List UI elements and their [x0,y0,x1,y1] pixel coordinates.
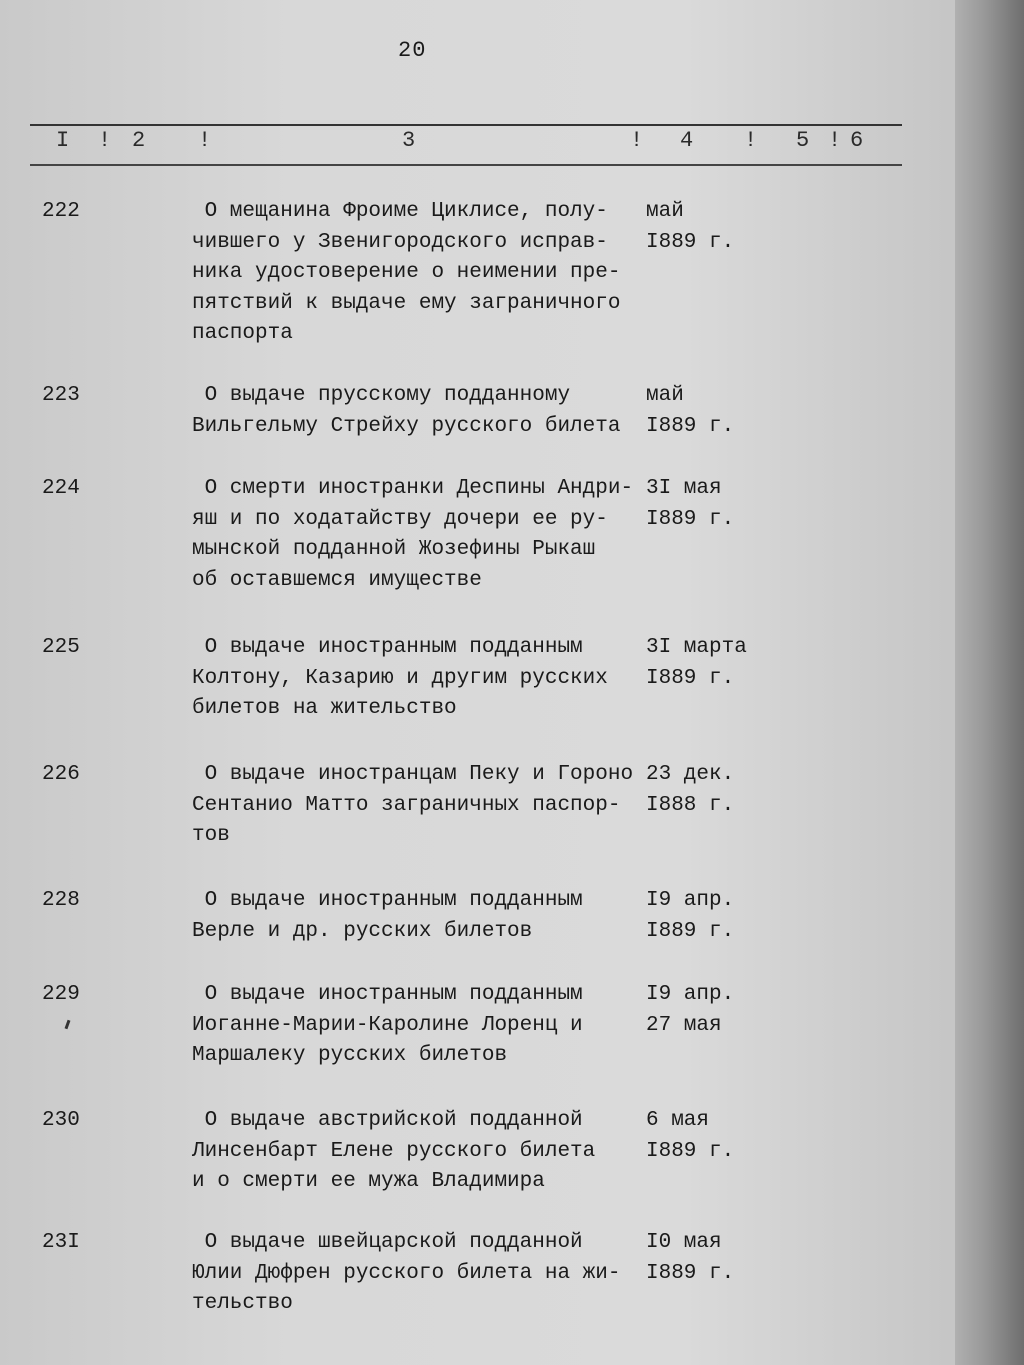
column-separator: ! [828,128,842,153]
record-number: 230 [42,1109,80,1132]
column-separator: ! [98,128,112,153]
description-line: О выдаче иностранным подданным [192,889,583,912]
record-number: 23I [42,1231,80,1254]
record-description [192,381,652,442]
date-line: I889 г. [646,666,735,690]
record-description [192,886,652,947]
date-line: май [646,384,684,407]
description-line: О выдаче швейцарской подданной [192,1231,583,1254]
description-line: Вильгельму Стрейху русского билета [192,414,621,438]
column-header-5: 5 [796,128,810,153]
record-date [646,1106,734,1167]
record-description [192,980,652,1072]
column-header-4: 4 [680,128,694,153]
description-line: О выдаче австрийской подданной [192,1109,583,1132]
description-line: Маршалеку русских билетов [192,1044,508,1067]
record-number: 228 [42,889,80,912]
description-line: О выдаче иностранным подданным [192,636,583,659]
column-header-2: 2 [132,128,146,153]
date-line: май [646,200,684,223]
record-date [646,760,734,821]
header-rule-bottom [30,164,902,166]
description-line: О смерти иностранки Деспины Андри- [192,477,634,500]
record-number: 224 [42,477,80,500]
date-line: I889 г. [646,919,735,943]
record-description [192,760,652,852]
description-line: яш и по ходатайству дочери ее ру- [192,507,608,531]
description-line: тов [192,824,230,847]
description-line: ника удостоверение о неимении пре- [192,261,621,284]
record-description [192,1106,652,1198]
date-line: 23 дек. [646,763,735,786]
date-line: I889 г. [646,230,735,254]
description-line: паспорта [192,322,293,345]
date-line: I888 г. [646,793,735,817]
record-description [192,474,652,596]
date-line: I889 г. [646,1139,735,1163]
description-line: Иоганне-Марии-Каролине Лоренц и [192,1013,583,1037]
date-line: I889 г. [646,507,735,531]
record-description [192,633,652,725]
record-number: 226 [42,763,80,786]
date-line: I889 г. [646,414,735,438]
record-date [646,1228,734,1289]
description-line: Сентанио Матто заграничных паспор- [192,793,621,817]
column-header-3: 3 [402,128,416,153]
record-number: 223 [42,384,80,407]
description-line: пятствий к выдаче ему заграничного [192,291,621,315]
column-separator: ! [198,128,212,153]
record-number: 229 [42,983,80,1006]
date-line: I9 апр. [646,889,735,912]
description-line: Колтону, Казарию и другим русских [192,666,608,690]
date-line: I889 г. [646,1261,735,1285]
description-line: Верле и др. русских билетов [192,919,533,943]
record-date [646,980,734,1041]
column-separator: ! [630,128,644,153]
column-header-6: 6 [850,128,864,153]
description-line: О выдаче иностранцам Пеку и Гороно [192,763,634,786]
date-line: 3I мая [646,477,722,500]
record-date [646,474,734,535]
date-line: I9 апр. [646,983,735,1006]
description-line: об оставшемся имуществе [192,568,482,592]
description-line: и о смерти ее мужа Владимира [192,1170,545,1193]
description-line: О выдаче иностранным подданным [192,983,583,1006]
record-number: 222 [42,200,80,223]
page-edge-shadow [955,0,1024,1365]
header-rule-top [30,124,902,126]
column-header-1: I [56,128,70,153]
date-line: 6 мая [646,1109,710,1132]
description-line: тельство [192,1292,293,1315]
description-line: билетов на жительство [192,697,457,720]
date-line: 3I марта [646,636,747,659]
date-line: I0 мая [646,1231,722,1254]
description-line: О мещанина Фроиме Циклисе, полу- [192,200,608,223]
description-line: Юлии Дюфрен русского билета на жи- [192,1261,621,1285]
record-date [646,886,734,947]
column-separator: ! [744,128,758,153]
description-line: О выдаче прусскому подданному [192,384,571,407]
record-date [646,197,734,258]
date-line: 27 мая [646,1013,722,1037]
record-description [192,1228,652,1320]
record-description [192,197,652,350]
description-line: Линсенбарт Елене русского билета [192,1139,596,1163]
description-line: чившего у Звенигородского исправ- [192,230,608,254]
record-date [646,633,747,694]
description-line: мынской подданной Жозефины Рыкаш [192,538,596,561]
record-date [646,381,734,442]
record-number: 225 [42,636,80,659]
page-number: 20 [398,38,427,63]
